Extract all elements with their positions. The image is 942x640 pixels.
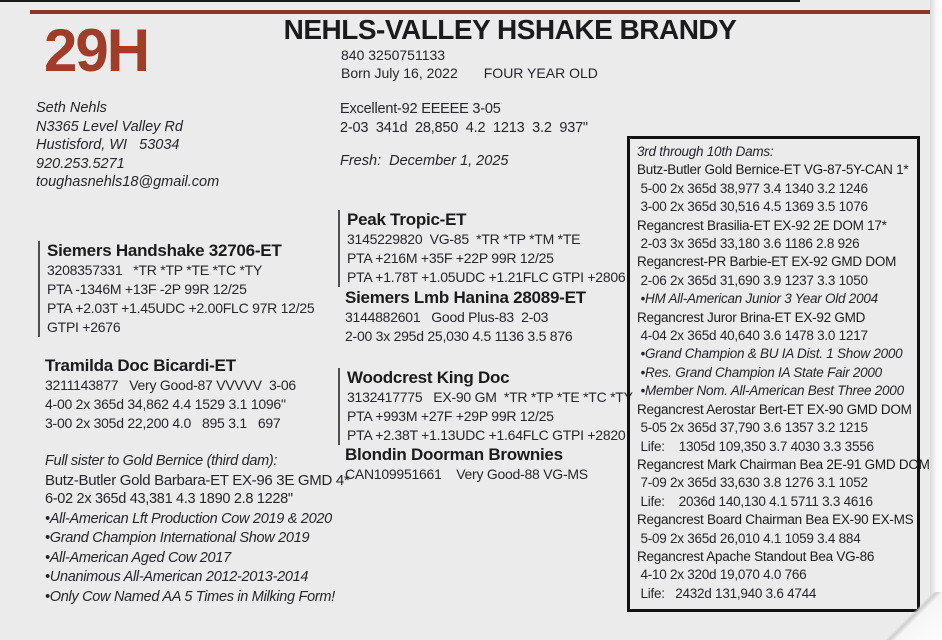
later-dam-line: Butz-Butler Gold Bernice-ET VG-87-5Y-CAN 1* bbox=[637, 162, 909, 178]
pedigree-detail-line: PTA +2.38T +1.13UDC +1.64FLC GTPI +2820 bbox=[347, 427, 626, 443]
animal-name-title: NEHLS-VALLEY HSHAKE BRANDY bbox=[283, 14, 737, 45]
dam-sire-detail-lines bbox=[347, 388, 633, 445]
production-record-line: 2-03 341d 28,850 4.2 1213 3.2 937" bbox=[340, 120, 588, 136]
age-label: FOUR YEAR OLD bbox=[483, 65, 598, 81]
later-dam-line: Regancrest-PR Barbie-ET EX-92 GMD DOM bbox=[637, 254, 897, 270]
pedigree-detail-line: 3132417775 EX-90 GM *TR *TP *TE *TC *TY bbox=[347, 389, 633, 405]
full-sister-awards bbox=[45, 510, 349, 608]
registration-number: 840 3250751133 bbox=[341, 47, 446, 63]
pedigree-detail-line: PTA +993M +27F +29P 99R 12/25 bbox=[347, 408, 554, 424]
consignor-contact-line: Seth Nehls bbox=[36, 100, 107, 116]
full-sister-block bbox=[45, 452, 349, 607]
later-dams-box bbox=[627, 136, 930, 612]
classification-line: Excellent-92 EEEEE 3-05 bbox=[340, 101, 501, 117]
sire-detail-line: PTA -1346M +13F -2P 99R 12/25 bbox=[47, 281, 247, 297]
later-dam-line: •Member Nom. All-American Best Three 2000 bbox=[637, 383, 904, 399]
later-dam-line: 4-10 2x 320d 19,070 4.0 766 bbox=[637, 567, 807, 583]
sire-block bbox=[38, 241, 314, 337]
dam-detail-line: 3-00 2x 305d 22,200 4.0 895 3.1 697 bbox=[45, 415, 281, 431]
full-sister-name: Butz-Butler Gold Barbara-ET EX-96 3E GMD 4* bbox=[45, 472, 350, 489]
later-dam-line: Regancrest Juror Brina-ET EX-92 GMD bbox=[637, 309, 866, 325]
later-dam-line: Regancrest Aerostar Bert-ET EX-90 GMD DOM bbox=[637, 401, 912, 417]
later-dam-line: 2-03 3x 365d 33,180 3.6 1186 2.8 926 bbox=[637, 236, 860, 252]
pedigree-detail-line: PTA +1.78T +1.05UDC +1.21FLC GTPI +2806 bbox=[347, 269, 626, 285]
dam-dam-name: Blondin Doorman Brownies bbox=[345, 445, 563, 464]
later-dam-line: Regancrest Brasilia-ET EX-92 2E DOM 17* bbox=[637, 217, 887, 233]
later-dam-line: Regancrest Apache Standout Bea VG-86 bbox=[637, 548, 875, 564]
dam-sire-name: Woodcrest King Doc bbox=[347, 368, 510, 387]
later-dam-line: Regancrest Mark Chairman Bea 2E-91 GMD DOM bbox=[637, 456, 930, 472]
pedigree-detail-line: 2-00 3x 295d 25,030 4.5 1136 3.5 876 bbox=[345, 328, 573, 344]
sire-dam-name: Siemers Lmb Hanina 28089-ET bbox=[345, 288, 586, 307]
sire-dam-block bbox=[345, 288, 586, 346]
dam-sire-block bbox=[338, 368, 633, 445]
sire-sire-detail-lines bbox=[347, 230, 625, 287]
dam-detail-line: 3211143877 Very Good-87 VVVVV 3-06 bbox=[45, 377, 296, 393]
later-dam-line: •Res. Grand Champion IA State Fair 2000 bbox=[637, 364, 882, 380]
later-dam-line: Life: 2036d 140,130 4.1 5711 3.3 4616 bbox=[637, 493, 873, 509]
later-dam-line: 4-04 2x 365d 40,640 3.6 1478 3.0 1217 bbox=[637, 328, 868, 344]
full-sister-heading: Full sister to Gold Bernice (third dam): bbox=[45, 453, 278, 469]
consignor-contact-block bbox=[36, 99, 219, 192]
sire-sire-block bbox=[338, 210, 625, 287]
sire-name: Siemers Handshake 32706-ET bbox=[47, 241, 282, 260]
award-line: •Grand Champion International Show 2019 bbox=[45, 530, 310, 546]
pedigree-detail-line: 3145229820 VG-85 *TR *TP *TM *TE bbox=[347, 231, 581, 247]
later-dam-line: Regancrest Board Chairman Bea EX-90 EX-MS bbox=[637, 512, 914, 528]
lot-number: 29H bbox=[44, 17, 149, 84]
sire-dam-detail-lines bbox=[345, 308, 586, 346]
later-dam-line: Life: 1305d 109,350 3.7 4030 3.3 3556 bbox=[637, 438, 874, 454]
consignor-contact-line: Hustisford, WI 53034 bbox=[36, 137, 180, 154]
page-curl bbox=[884, 592, 942, 640]
later-dam-line: 7-09 2x 365d 33,630 3.8 1276 3.1 1052 bbox=[637, 475, 868, 491]
full-sister-record: 6-02 2x 365d 43,381 4.3 1890 2.8 1228" bbox=[45, 491, 293, 507]
consignor-contact-line: toughasnehls18@gmail.com bbox=[36, 174, 220, 191]
page-right-edge bbox=[930, 0, 942, 640]
sire-sire-name: Peak Tropic-ET bbox=[347, 210, 467, 229]
sire-detail-line: PTA +2.03T +1.45UDC +2.00FLC 97R 12/25 bbox=[47, 300, 315, 316]
award-line: •All-American Aged Cow 2017 bbox=[45, 549, 231, 566]
consignor-contact-line: N3365 Level Valley Rd bbox=[36, 118, 183, 135]
later-dam-line: 3rd through 10th Dams: bbox=[637, 144, 774, 159]
later-dam-line: 3-00 2x 365d 30,516 4.5 1369 3.5 1076 bbox=[637, 199, 868, 215]
pedigree-detail-line: 3144882601 Good Plus-83 2-03 bbox=[345, 309, 549, 325]
dam-detail-line: 4-00 2x 365d 34,862 4.4 1529 3.1 1096" bbox=[45, 396, 286, 412]
later-dam-line: 2-06 2x 365d 31,690 3.9 1237 3.3 1050 bbox=[637, 272, 868, 288]
pedigree-detail-line: PTA +216M +35F +22P 99R 12/25 bbox=[347, 250, 554, 266]
sire-detail-line: 3208357331 *TR *TP *TE *TC *TY bbox=[47, 262, 263, 278]
fresh-date-line: Fresh: December 1, 2025 bbox=[340, 153, 509, 169]
sire-detail-lines bbox=[47, 261, 314, 337]
later-dam-line: Life: 2432d 131,940 3.6 4744 bbox=[637, 585, 817, 601]
later-dam-line: •HM All-American Junior 3 Year Old 2004 bbox=[637, 291, 878, 307]
top-edge-bar bbox=[0, 0, 800, 2]
consignor-contact-line: 920.253.5271 bbox=[36, 155, 125, 172]
later-dam-line: 5-00 2x 365d 38,977 3.4 1340 3.2 1246 bbox=[637, 180, 868, 196]
dam-name: Tramilda Doc Bicardi-ET bbox=[45, 356, 236, 375]
birth-line bbox=[341, 65, 598, 81]
dam-detail-lines bbox=[45, 376, 296, 433]
dam-block bbox=[45, 356, 296, 433]
sire-detail-line: GTPI +2676 bbox=[47, 319, 121, 335]
award-line: •Unanimous All-American 2012-2013-2014 bbox=[45, 569, 309, 585]
award-line: •Only Cow Named AA 5 Times in Milking Form! bbox=[45, 588, 335, 605]
later-dam-line: •Grand Champion & BU IA Dist. 1 Show 2000 bbox=[637, 346, 903, 362]
dam-dam-block bbox=[345, 445, 588, 484]
birth-date: Born July 16, 2022 bbox=[341, 65, 458, 81]
later-dam-line: 5-09 2x 365d 26,010 4.1 1059 3.4 884 bbox=[637, 530, 861, 546]
award-line: •All-American Lft Production Cow 2019 & 2020 bbox=[45, 510, 332, 527]
later-dam-line: 5-05 2x 365d 37,790 3.6 1357 3.2 1215 bbox=[637, 420, 868, 436]
pedigree-detail-line: CAN109951661 Very Good-88 VG-MS bbox=[345, 466, 588, 482]
dam-dam-detail-lines bbox=[345, 465, 588, 484]
